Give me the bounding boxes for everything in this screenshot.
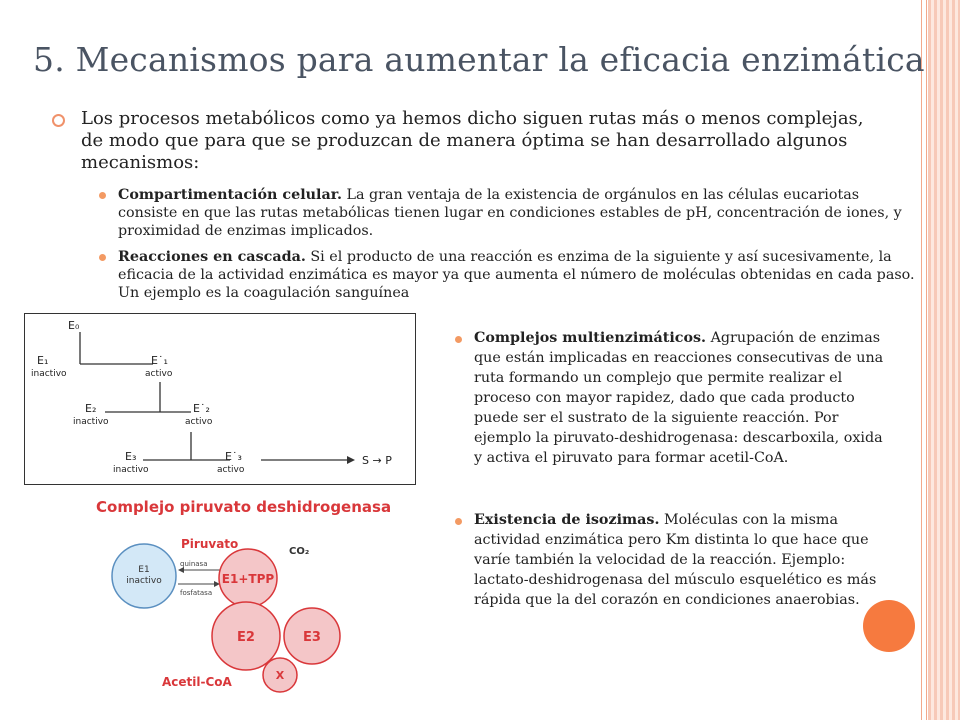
complex-title: Complejo piruvato deshidrogenasa (96, 498, 392, 516)
cascade-diagram (24, 313, 416, 485)
e3-state: inactivo (113, 465, 149, 475)
e3-active-label: E˙₃ (225, 450, 242, 463)
e1-active-label: E˙₁ (151, 354, 168, 367)
bullet-text: Si el producto de una reacción es enzima de la siguiente y así sucesivamente, la eficacia de la actividad enzimática es mayor ya que aumenta el número de moléculas obtenidas en cada paso. Un ejemplo es la coagulación sanguínea (118, 249, 915, 301)
reaction-label: S → P (362, 454, 392, 467)
bullet-complejos (474, 328, 894, 468)
bullet-heading: Complejos multienzimáticos. (474, 330, 707, 346)
e1-active-state: activo (145, 369, 173, 379)
e3-active-state: activo (217, 465, 245, 475)
bullet-cascada (118, 248, 918, 302)
acetil-label: Acetil-CoA (162, 675, 232, 689)
bullet-isozimas (474, 510, 894, 610)
quinasa-label: quinasa (180, 560, 208, 568)
bullet-text: La gran ventaja de la existencia de orgánulos en las células eucariotas consiste en que las rutas metabólicas tienen lugar en condiciones estables de pH, concentración de iones, y proximidad de enzimas implicados. (118, 187, 902, 239)
intro-text: Los procesos metabólicos como ya hemos dicho siguen rutas más o menos complejas, de modo que para que se produzcan de manera óptima se han desarrollado algunos mecanismos: (81, 108, 864, 173)
e2-state: inactivo (73, 417, 109, 427)
e1-inactive-state: inactivo (126, 576, 162, 586)
bullet-heading: Compartimentación celular. (118, 187, 342, 203)
e2-label: E₂ (85, 402, 97, 415)
fosfatasa-label: fosfatasa (180, 589, 213, 597)
e1-state: inactivo (31, 369, 67, 379)
pdh-complex-diagram (80, 490, 420, 720)
decorative-line (926, 0, 927, 720)
bullet-text: Agrupación de enzimas que están implicadas en reacciones consecutivas de una ruta formando un complejo que permite realizar el proceso con mayor rapidez, dado que cada producto puede ser el sustrato de la siguiente reacción. Por ejemplo la piruvato-deshidrogenasa: descarboxila, oxida y activa el piruvato para formar acetil-CoA. (474, 330, 884, 466)
bullet-icon (455, 336, 462, 343)
e1-label: E₁ (37, 354, 49, 367)
bullet-heading: Reacciones en cascada. (118, 249, 306, 265)
e2-active-state: activo (185, 417, 213, 427)
bullet-heading: Existencia de isozimas. (474, 512, 660, 528)
e3-label: E3 (303, 630, 321, 645)
e1tpp-label: E1+TPP (221, 572, 275, 586)
decorative-stripes (928, 0, 960, 720)
bullet-compartimentacion (118, 186, 918, 240)
slide-title: 5. Mecanismos para aumentar la eficacia enzimática (33, 40, 925, 79)
e3-label: E₃ (125, 450, 137, 463)
piruvato-label: Piruvato (181, 537, 239, 551)
ring-bullet-icon (52, 114, 65, 127)
co2-label: CO₂ (289, 546, 310, 557)
e2-label: E2 (237, 630, 255, 645)
bullet-icon (99, 254, 106, 261)
x-label: X (275, 669, 285, 682)
bullet-text: Moléculas con la misma actividad enzimática pero Km distinta lo que hace que varíe también la velocidad de la reacción. Ejemplo: lactato-deshidrogenasa del músculo esquelético es más rápida que la del corazón en condiciones anaerobias. (474, 512, 877, 608)
e1-inactive-label: E1 (138, 565, 150, 575)
e0-label: E₀ (68, 319, 80, 332)
bullet-icon (455, 518, 462, 525)
decorative-line (921, 0, 922, 720)
e2-active-label: E˙₂ (193, 402, 210, 415)
bullet-icon (99, 192, 106, 199)
